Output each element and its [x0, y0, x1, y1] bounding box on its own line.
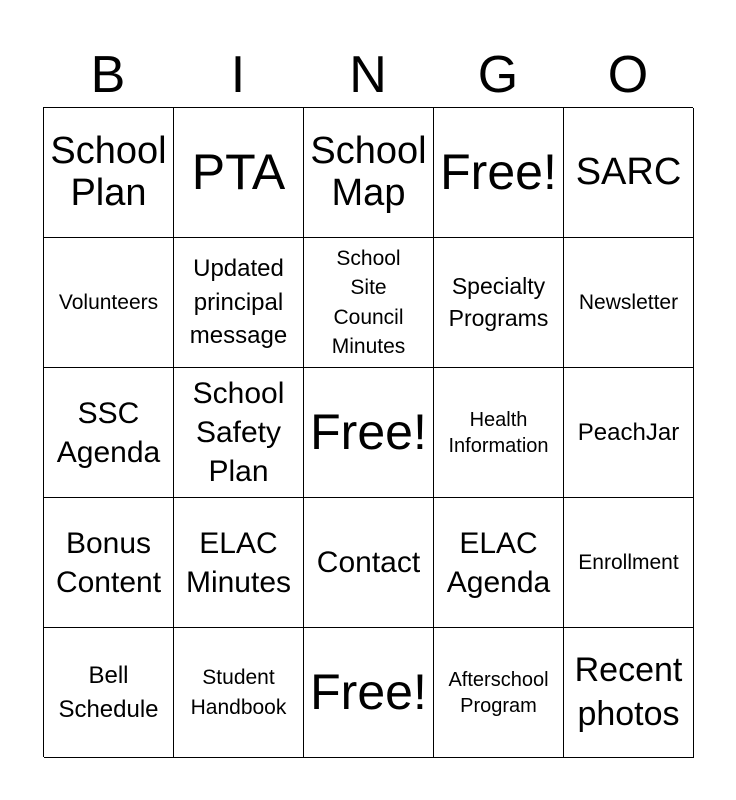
header-letter-g: G	[477, 46, 519, 104]
cell-text: Recent photos	[574, 650, 683, 733]
bingo-board	[43, 107, 693, 757]
cell-text: PeachJar	[577, 418, 680, 446]
bingo-cell-health-information[interactable]	[434, 368, 564, 498]
bingo-cell-student-handbook[interactable]	[174, 628, 304, 758]
cell-text: ELAC Agenda	[446, 526, 551, 599]
bingo-header	[43, 44, 693, 106]
bingo-cell-pta[interactable]	[174, 108, 304, 238]
bingo-cell-peachjar[interactable]	[564, 368, 694, 498]
bingo-cell-bonus-content[interactable]	[44, 498, 174, 628]
cell-text: School Plan	[50, 129, 167, 214]
cell-text: Enrollment	[578, 550, 679, 574]
bingo-cell-free-space[interactable]	[304, 368, 434, 498]
bingo-cell-contact[interactable]	[304, 498, 434, 628]
cell-text: School Site Council Minutes	[331, 246, 406, 358]
bingo-cell-bell-schedule[interactable]	[44, 628, 174, 758]
cell-text: School Safety Plan	[192, 377, 285, 488]
cell-text: Free!	[310, 404, 427, 460]
bingo-cell-elac-minutes[interactable]	[174, 498, 304, 628]
cell-text: Contact	[316, 546, 421, 579]
bingo-cell-school-plan[interactable]	[44, 108, 174, 238]
cell-text: Bell Schedule	[58, 661, 159, 723]
cell-text: Newsletter	[578, 290, 679, 314]
cell-text: Bonus Content	[55, 526, 162, 599]
header-letter-o: O	[607, 46, 649, 104]
bingo-cell-newsletter[interactable]	[564, 238, 694, 368]
bingo-cell-specialty-programs[interactable]	[434, 238, 564, 368]
bingo-cell-ssc-agenda[interactable]	[44, 368, 174, 498]
cell-text: Volunteers	[58, 290, 159, 314]
bingo-cell-sarc[interactable]	[564, 108, 694, 238]
header-letter-b: B	[90, 46, 126, 104]
cell-text: Afterschool Program	[448, 668, 549, 717]
cell-text: Free!	[310, 664, 427, 720]
bingo-cell-school-map[interactable]	[304, 108, 434, 238]
cell-text: ELAC Minutes	[185, 526, 292, 599]
header-letter-n: N	[349, 46, 387, 104]
bingo-cell-afterschool-program[interactable]	[434, 628, 564, 758]
cell-text: Specialty Programs	[448, 273, 549, 331]
cell-text: Student Handbook	[190, 666, 287, 719]
bingo-cell-volunteers[interactable]	[44, 238, 174, 368]
cell-text: SARC	[575, 150, 682, 193]
bingo-cell-recent-photos[interactable]	[564, 628, 694, 758]
cell-text: Free!	[440, 144, 557, 200]
bingo-cell-enrollment[interactable]	[564, 498, 694, 628]
cell-text: SSC Agenda	[56, 396, 161, 469]
bingo-cell-updated-principal-message[interactable]	[174, 238, 304, 368]
header-letter-i: I	[230, 46, 246, 104]
bingo-cell-free-space[interactable]	[434, 108, 564, 238]
cell-text: Updated principal message	[189, 255, 288, 350]
cell-text: Health Information	[448, 408, 549, 457]
cell-text: School Map	[310, 129, 427, 214]
bingo-cell-school-site-council-minutes[interactable]	[304, 238, 434, 368]
bingo-cell-school-safety-plan[interactable]	[174, 368, 304, 498]
bingo-cell-elac-agenda[interactable]	[434, 498, 564, 628]
bingo-cell-free-space[interactable]	[304, 628, 434, 758]
cell-text: PTA	[191, 144, 286, 200]
